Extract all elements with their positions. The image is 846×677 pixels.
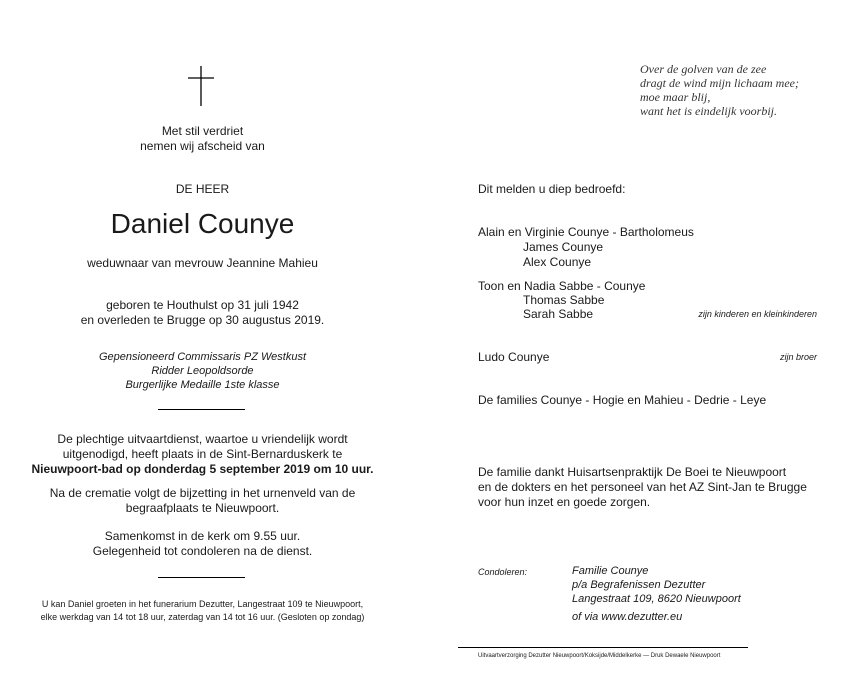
footer-line-2: elke werkdag van 14 tot 18 uur, zaterdag van 14 tot 16 uur. (Gesloten op zondag): [40, 612, 365, 622]
family2-child-2: Sarah Sabbe: [523, 307, 594, 321]
intro-line-1: Met stil verdriet: [161, 124, 244, 138]
condolence-line-1: Familie Counye: [572, 565, 649, 577]
poem-line-3: moe maar blij,: [640, 90, 711, 104]
title-line-1: Gepensioneerd Commissaris PZ Westkust: [98, 351, 307, 363]
family2-relation-note: zijn kinderen en kleinkinderen: [698, 309, 817, 319]
divider-2: [158, 577, 245, 578]
death-line: en overleden te Brugge op 30 augustus 2019.: [80, 313, 325, 327]
family2-parents: Toon en Nadia Sabbe - Counye: [478, 279, 646, 293]
thanks-line-2: en de dokters en het personeel van het AZ Sint-Jan te Brugge: [478, 480, 807, 494]
service-line-1: De plechtige uitvaartdienst, waartoe u vriendelijk wordt: [57, 432, 348, 446]
title-line-2: Ridder Leopoldsorde: [151, 365, 254, 377]
family1-child-2: Alex Counye: [523, 255, 592, 269]
family1-child-1: James Counye: [523, 240, 604, 254]
brother-name: Ludo Counye: [478, 350, 550, 364]
gathering-line-2: Gelegenheid tot condoleren na de dienst.: [92, 544, 313, 558]
poem-line-2: dragt de wind mijn lichaam mee;: [640, 76, 799, 90]
birth-line: geboren te Houthulst op 31 juli 1942: [106, 298, 299, 312]
condolence-line-2: p/a Begrafenissen Dezutter: [572, 579, 706, 591]
printer-divider: [458, 647, 748, 648]
brother-relation-note: zijn broer: [779, 352, 817, 362]
website-link: of via www.dezutter.eu: [572, 611, 683, 623]
condolence-line-3: Langestraat 109, 8620 Nieuwpoort: [572, 593, 741, 605]
condolence-label: Condoleren:: [478, 567, 528, 577]
cremation-line-1: Na de crematie volgt de bijzetting in het urnenveld van de: [49, 486, 356, 500]
poem-line-4: want het is eindelijk voorbij.: [640, 104, 777, 118]
family1-parents: Alain en Virginie Counye - Bartholomeus: [478, 225, 694, 239]
cross-icon: [186, 66, 216, 106]
printer-credit: Uitvaartverzorging Dezutter Nieuwpoort/Koksijde/Middelkerke — Druk Dewaele Nieuwpoort: [478, 653, 721, 659]
divider-1: [158, 409, 245, 410]
thanks-line-1: De familie dankt Huisartsenpraktijk De Boei te Nieuwpoort: [478, 465, 787, 479]
families-line: De families Counye - Hogie en Mahieu - Dedrie - Leye: [478, 393, 767, 407]
thanks-line-3: voor hun inzet en goede zorgen.: [478, 495, 651, 509]
announce-line: Dit melden u diep bedroefd:: [478, 182, 626, 196]
poem-line-1: Over de golven van de zee: [640, 62, 767, 76]
family2-child-1: Thomas Sabbe: [523, 293, 605, 307]
footer-line-1: U kan Daniel groeten in het funerarium Dezutter, Langestraat 109 te Nieuwpoort,: [41, 599, 364, 609]
service-line-bold: Nieuwpoort-bad op donderdag 5 september 2019 om 10 uur.: [31, 462, 374, 476]
widower-line: weduwnaar van mevrouw Jeannine Mahieu: [87, 256, 318, 270]
honorific: DE HEER: [175, 182, 230, 196]
gathering-line-1: Samenkomst in de kerk om 9.55 uur.: [104, 529, 301, 543]
cremation-line-2: begraafplaats te Nieuwpoort.: [125, 501, 280, 515]
deceased-name: Daniel Counye: [110, 208, 295, 239]
title-line-3: Burgerlijke Medaille 1ste klasse: [125, 379, 280, 391]
service-line-2: uitgenodigd, heeft plaats in de Sint-Bernarduskerk te: [62, 447, 343, 461]
intro-line-2: nemen wij afscheid van: [140, 139, 265, 153]
